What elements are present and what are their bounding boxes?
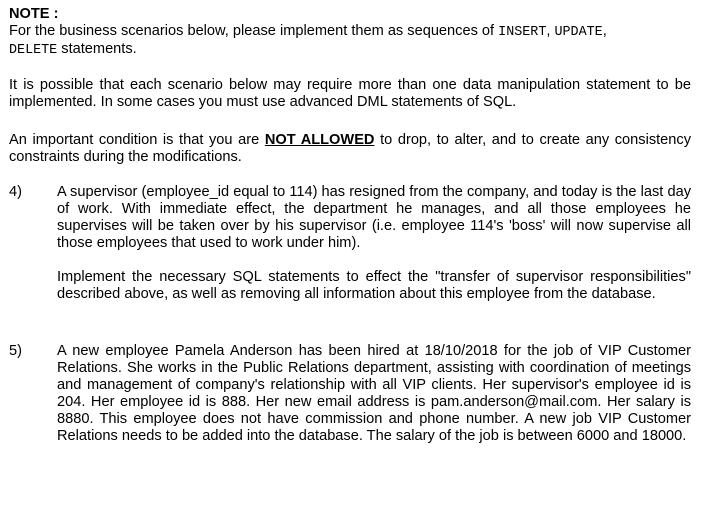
scenario-item (9, 343, 691, 445)
scenario-paragraph: A supervisor (employee_id equal to 114) has resigned from the company, and today is the last day of work. With immediate effect, the department he manages, and all those employees he supervises will be taken over by his supervisor (i.e. employee 114's 'boss' will now supervise all those employees that used to work under him). (57, 184, 691, 251)
scenario-number: 4) (9, 184, 22, 200)
note-p3-post: to drop, to alter, and to create any consistency constraints during the modifications. (9, 132, 691, 165)
note-p1-sep2: , (602, 23, 607, 39)
not-allowed-emphasis: NOT ALLOWED (264, 132, 375, 148)
scenario-number: 5) (9, 343, 22, 359)
note-paragraph-1 (9, 23, 691, 59)
document-page (9, 6, 691, 445)
scenario-paragraph: A new employee Pamela Anderson has been hired at 18/10/2018 for the job of VIP Customer Relations. She works in the Public Relations department, assisting with coordination of meetings and management of company's relationship with all VIP clients. Her supervisor's employee id is 204. Her employee id is 888. Her new email address is pam.anderson@mail.com. Her salary is 8880. This employee does not have commission and phone number. A new job VIP Customer Relations needs to be added into the database. The salary of the job is between 6000 and 18000. (57, 343, 691, 444)
note-p1-text: For the business scenarios below, please implement them as sequences of (9, 23, 499, 39)
note-p3-pre: An important condition is that you are (9, 132, 265, 148)
keyword-insert: INSERT (498, 25, 547, 40)
note-heading: NOTE : (9, 6, 59, 22)
keyword-update: UPDATE (554, 25, 603, 40)
scenario-item (9, 184, 691, 303)
note-p1-end: statements. (57, 41, 137, 57)
note-paragraph-2: It is possible that each scenario below may require more than one data manipulation statement to be implemented. In some cases you must use advanced DML statements of SQL. (9, 77, 691, 110)
scenario-paragraph: Implement the necessary SQL statements to effect the "transfer of supervisor responsibilities" described above, as well as removing all information about this employee from the database. (57, 269, 691, 302)
note-paragraph-3 (9, 132, 691, 166)
keyword-delete: DELETE (9, 43, 58, 58)
note-p1-sep1: , (546, 23, 555, 39)
